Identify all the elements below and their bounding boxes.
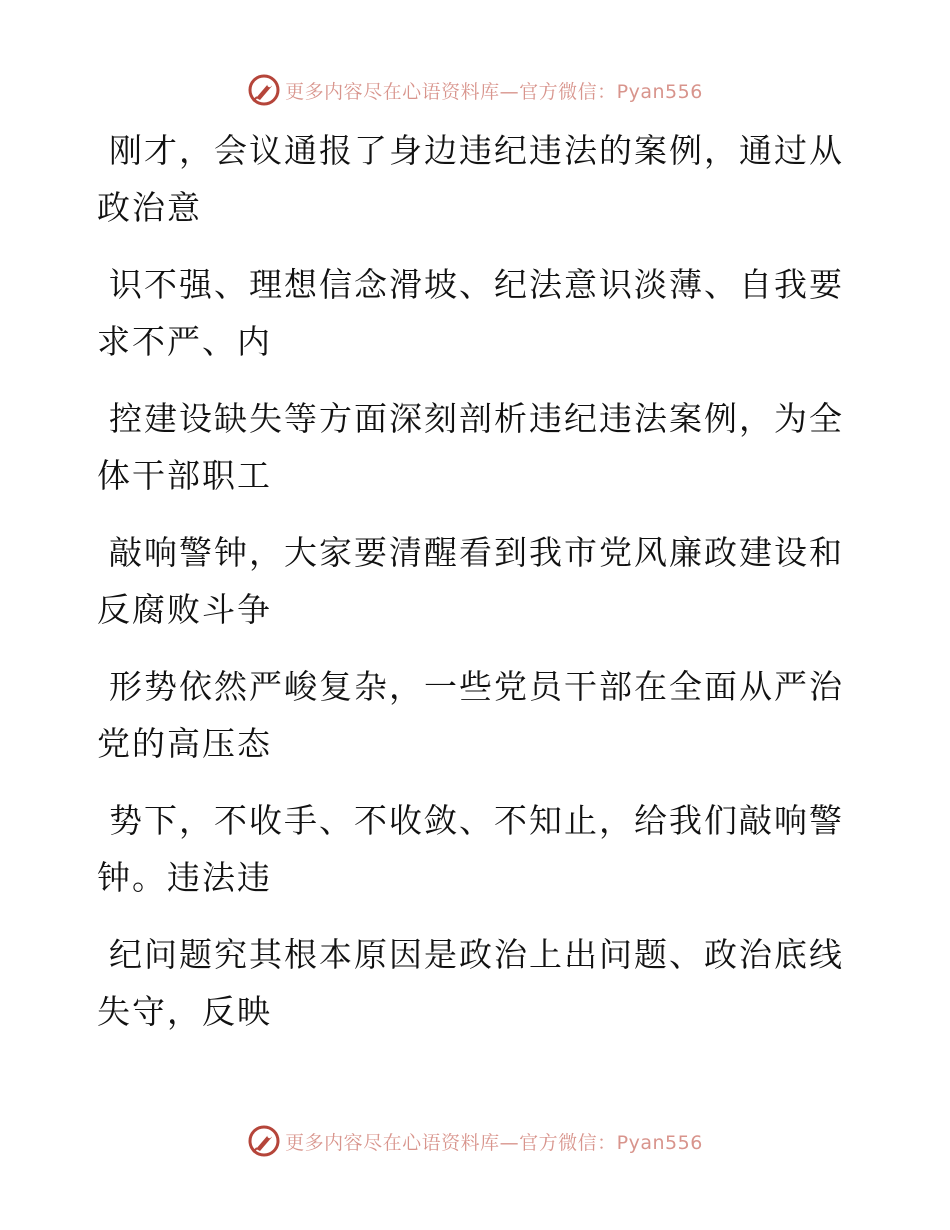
paragraph-line: 形势依然严峻复杂，一些党员干部在全面从严治 [109,667,844,706]
paragraph [97,524,844,638]
banner-text: 更多内容尽在心语资料库—官方微信：Pyan556 [285,1131,703,1154]
paragraph-line: 刚才，会议通报了身边违纪违法的案例，通过从 [109,131,844,170]
paragraph-line: 敲响警钟，大家要清醒看到我市党风廉政建设和 [109,533,844,572]
paragraph [97,926,844,1040]
paragraph-line: 政治意 [97,188,202,227]
pen-nib-logo-icon [247,1124,281,1158]
pen-nib-logo-icon [247,73,281,107]
paragraph-line: 党的高压态 [97,724,272,763]
paragraph-line: 识不强、理想信念滑坡、纪法意识淡薄、自我要 [109,265,844,304]
paragraph [97,256,844,370]
paragraph [97,390,844,504]
paragraph-line: 钟。违法违 [97,858,272,897]
paragraph-line: 体干部职工 [97,456,272,495]
paragraph-line: 反腐败斗争 [97,590,272,629]
header-banner [0,70,950,110]
body-text [97,122,844,1060]
paragraph [97,658,844,772]
paragraph-line: 控建设缺失等方面深刻剖析违纪违法案例，为全 [109,399,844,438]
paragraph [97,792,844,906]
paragraph-line: 势下，不收手、不收敛、不知止，给我们敲响警 [109,801,844,840]
paragraph-line: 纪问题究其根本原因是政治上出问题、政治底线 [109,935,844,974]
paragraph-line: 失守，反映 [97,992,272,1031]
footer-banner [0,1121,950,1161]
paragraph-line: 求不严、内 [97,322,272,361]
banner-text: 更多内容尽在心语资料库—官方微信：Pyan556 [285,80,703,103]
paragraph [97,122,844,236]
